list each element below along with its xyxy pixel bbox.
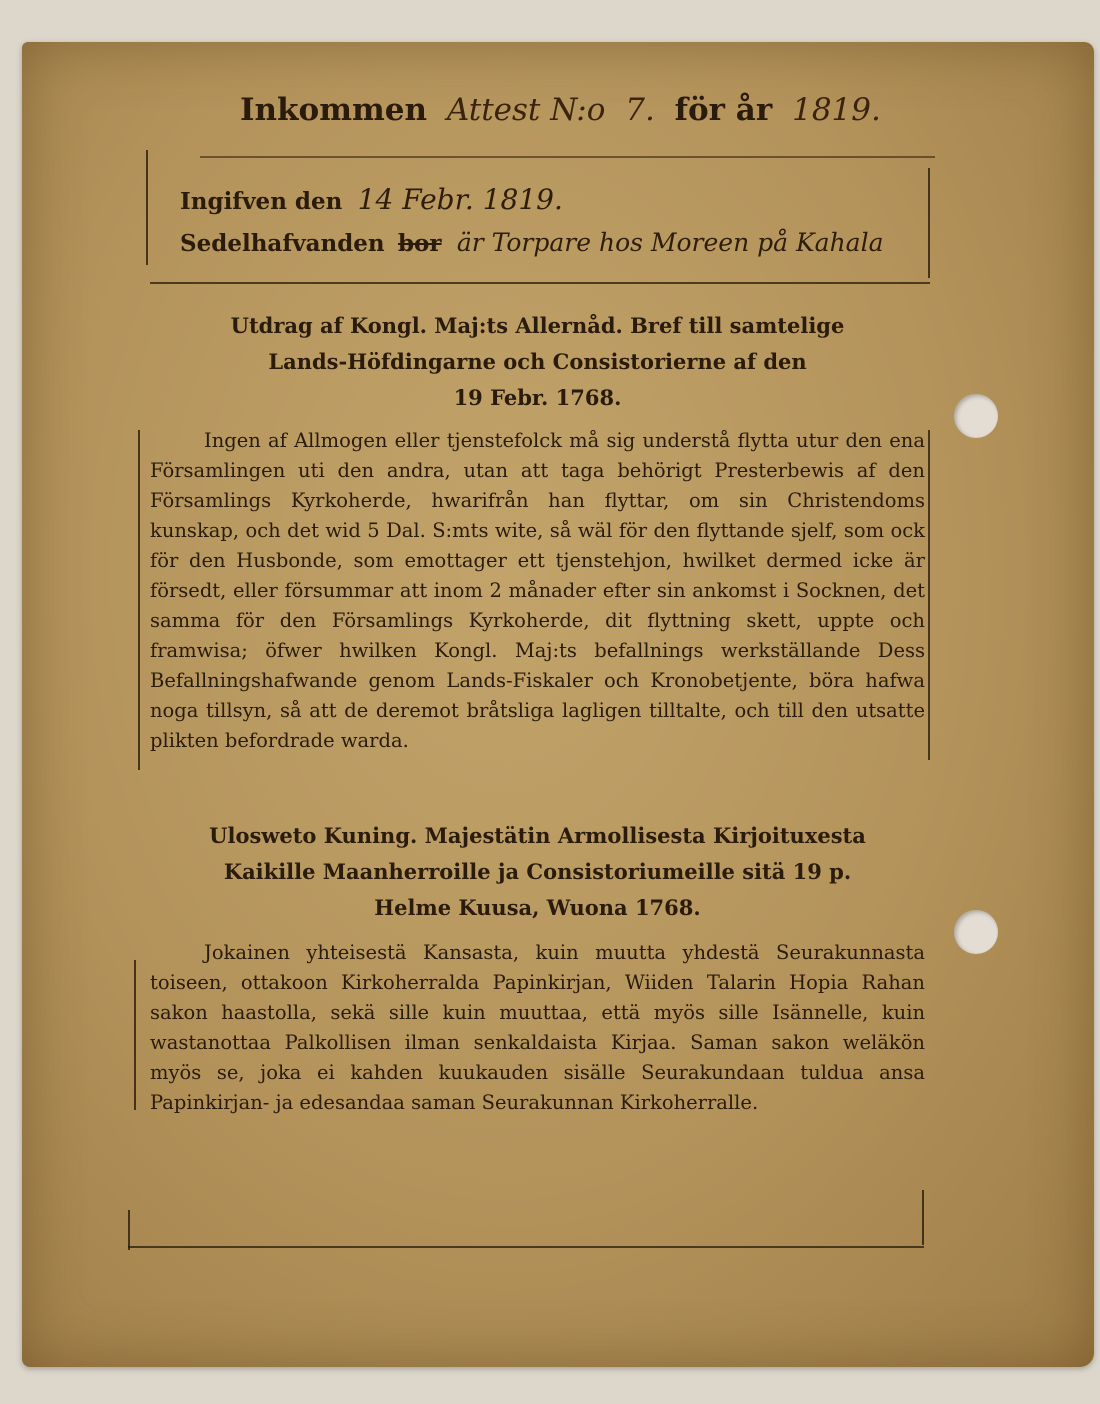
swedish-body: Ingen af Allmogen eller tjenstefolck må sig understå flytta utur den ena Församlingen uti den andra, utan att taga behörigt Presterbewis af den Församlings Kyrkoherde, hwarifrån han flyttar, om sin Christendoms kunskap, och det wid 5 Dal. S:mts wite, så wäl för den flyttande sjelf, som ock för den Husbonde, som emottager ett tjenstehjon, hwilket dermed icke är försedt, eller försummar att inom 2 månader efter sin ankomst i Socknen, det samma för den Församlings Kyrkoherde, dit flyttning skett, uppte och framwisa; öfwer hwilken Kongl. Maj:ts befallnings werkställande Dess Befallningshafwande genom Lands-Fiskaler och Kronobetjente, böra hafwa noga tillsyn, så att de deremot bråtsliga lagligen tilltalte, och till den utsatte plikten befordrade warda. <box>150 429 925 752</box>
finnish-heading-line-3: Helme Kuusa, Wuona 1768. <box>374 895 701 920</box>
frame-left-bottom <box>128 1210 130 1250</box>
title-prefix: Inkommen <box>240 92 428 128</box>
swedish-heading-line-1: Utdrag af Kongl. Maj:ts Allernåd. Bref till samtelige <box>230 313 845 338</box>
attest-number: 7. <box>625 92 655 128</box>
year-value: 1819. <box>792 92 881 128</box>
frame-left-upper <box>146 150 148 265</box>
frame-right-upper <box>928 168 930 278</box>
rule-bottom <box>128 1246 924 1248</box>
frame-right-bottom <box>922 1190 924 1245</box>
year-label: för år <box>674 92 773 128</box>
swedish-heading-line-3: 19 Febr. 1768. <box>453 385 622 410</box>
frame-left-middle <box>138 430 140 770</box>
document-title <box>240 92 880 128</box>
ingifven-value: 14 Febr. 1819. <box>357 183 563 216</box>
frame-left-lower <box>134 960 136 1110</box>
punch-hole-top <box>954 394 998 438</box>
finnish-heading <box>150 818 925 926</box>
sedelhafvanden-value: är Torpare hos Moreen på Kahala <box>456 228 884 257</box>
finnish-body: Jokainen yhteisestä Kansasta, kuin muutta yhdestä Seurakunnasta toiseen, ottakoon Kirkoherralda Papinkirjan, Wiiden Talarin Hopia Rahan sakon haastolla, sekä sille kuin muuttaa, että myös sille Isännelle, kuin wastanottaa Palkollisen ilman senkaldaista Kirjaa. Saman sakon weläkön myös se, joka ei kahden kuukauden sisälle Seurakundaan tuldua ansa Papinkirjan- ja edesandaa saman Seurakunnan Kirkoherralle. <box>150 941 925 1114</box>
swedish-heading-line-2: Lands-Höfdingarne och Consistorierne af den <box>268 349 807 374</box>
rule-after-fields <box>150 282 930 284</box>
finnish-heading-line-1: Ulosweto Kuning. Majestätin Armollisesta Kirjoituxesta <box>209 823 866 848</box>
field-ingifven <box>180 183 563 216</box>
field-sedelhafvanden <box>180 228 883 257</box>
sedelhafvanden-struck: bor <box>397 230 442 257</box>
dotted-rule-top <box>200 156 935 158</box>
sedelhafvanden-label: Sedelhafvanden <box>180 230 385 257</box>
frame-right-middle <box>928 430 930 760</box>
finnish-heading-line-2: Kaikille Maanherroille ja Consistoriumeille sitä 19 p. <box>223 859 852 884</box>
attest-label: Attest N:o <box>446 92 606 128</box>
swedish-heading <box>150 308 925 416</box>
punch-hole-bottom <box>954 910 998 954</box>
ingifven-label: Ingifven den <box>180 188 343 215</box>
